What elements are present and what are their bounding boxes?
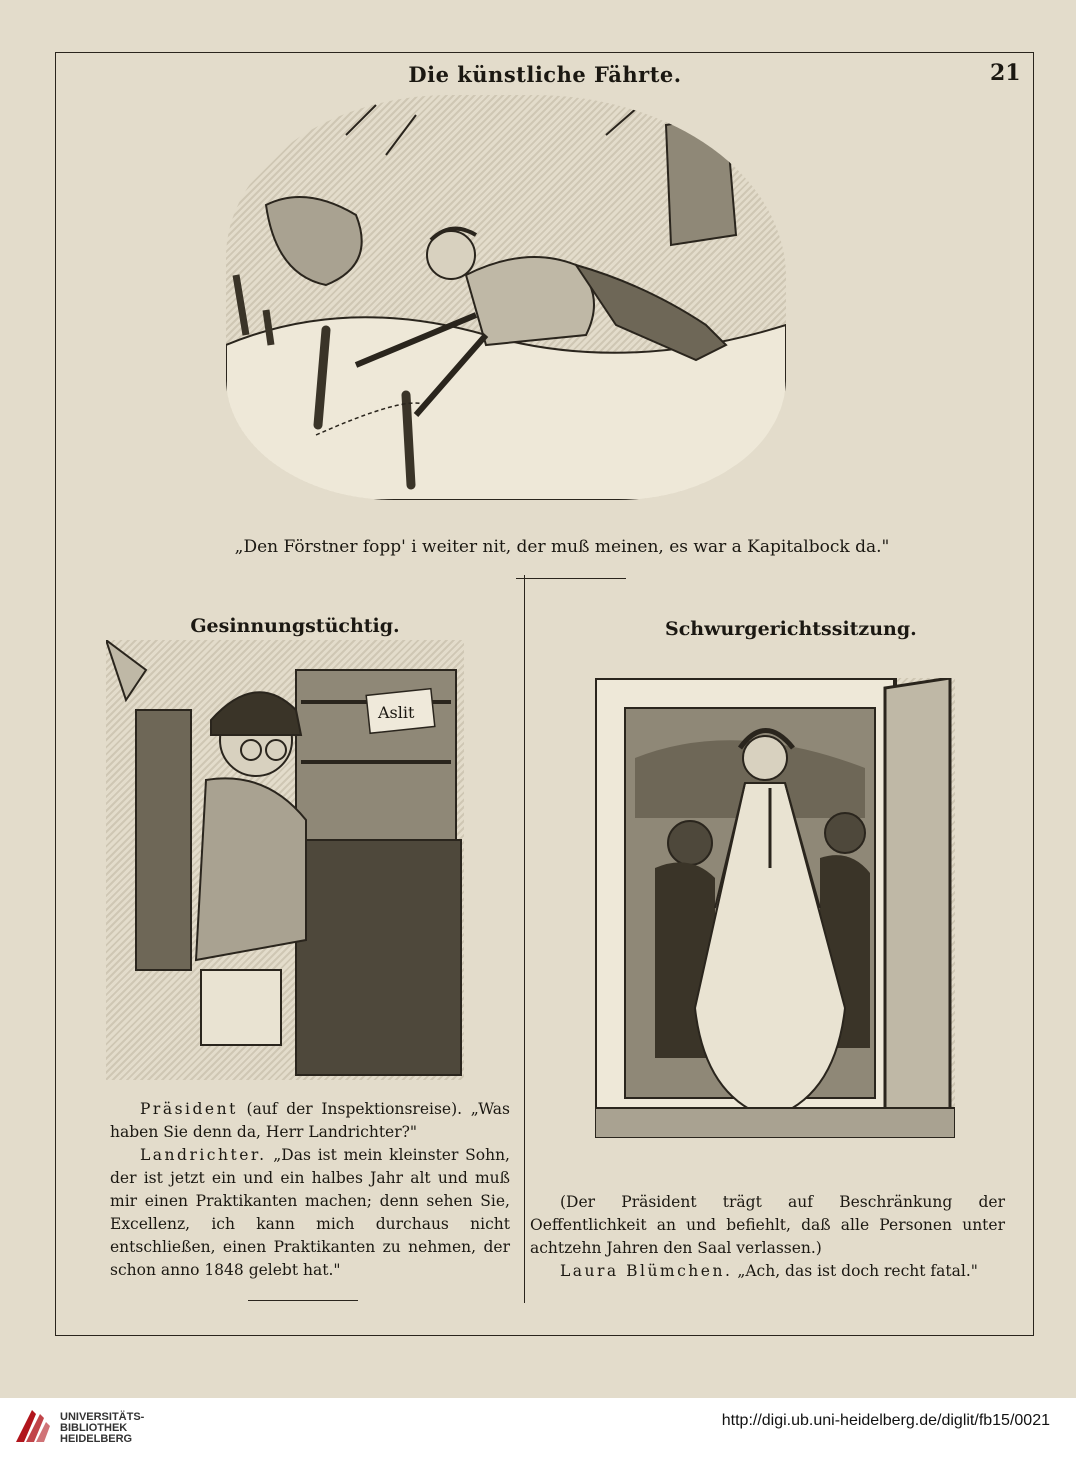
left-para-1 <box>110 1098 510 1144</box>
library-name-line-3: HEIDELBERG <box>60 1433 133 1445</box>
divider-rule <box>516 578 626 579</box>
library-logo-icon[interactable] <box>12 1406 52 1446</box>
courtroom-door-drawing <box>595 678 955 1138</box>
illustration-courtroom-door <box>595 678 955 1138</box>
shelf-sign-label: Aslit <box>378 703 415 722</box>
right-text-2: „Ach, das ist doch recht fatal." <box>737 1262 978 1280</box>
left-speaker-1: Präsident <box>140 1100 238 1118</box>
column-divider <box>524 575 525 1303</box>
viewer-footer <box>0 1398 1076 1470</box>
left-body <box>110 1098 510 1282</box>
left-para-2 <box>110 1144 510 1282</box>
left-speaker-2: Landrichter. <box>140 1146 267 1164</box>
left-end-rule <box>248 1300 358 1301</box>
library-name-line-2: BIBLIOTHEK <box>60 1422 128 1434</box>
right-para-1 <box>530 1191 1005 1260</box>
page-number: 21 <box>990 60 1021 86</box>
right-heading: Schwurgerichtssitzung. <box>665 618 917 640</box>
left-text-1: (auf der Inspektionsreise). „Was haben Sie denn da, Herr Landrichter?" <box>110 1100 510 1141</box>
illustration-office-child <box>106 640 464 1080</box>
library-name[interactable] <box>60 1412 144 1445</box>
illustration-crawling-man <box>226 95 786 500</box>
permalink-url[interactable]: http://digi.ub.uni-heidelberg.de/diglit/fb15/0021 <box>721 1412 1050 1429</box>
top-caption: „Den Förstner fopp' i weiter nit, der muß meinen, es war a Kapitalbock da." <box>234 537 890 557</box>
right-text-1: (Der Präsident trägt auf Beschränkung der Oeffentlichkeit an und befiehlt, daß alle Personen unter achtzehn Jahren den Saal verlassen.) <box>530 1193 1005 1257</box>
page-title: Die künstliche Fährte. <box>408 62 682 87</box>
left-text-2: „Das ist mein kleinster Sohn, der ist jetzt ein und ein halbes Jahr alt und muß mir einen Praktikanten machen; denn sehen Sie, Excellenz, ich kann mich durchaus nicht entschließen, einen Praktikanten zu nehmen, der schon anno 1848 gelebt hat." <box>110 1146 510 1279</box>
right-para-2 <box>530 1260 1005 1283</box>
left-heading: Gesinnungstüchtig. <box>190 615 400 637</box>
library-name-line-1: UNIVERSITÄTS- <box>60 1411 145 1423</box>
office-child-drawing <box>106 640 464 1080</box>
right-speaker-2: Laura Blümchen. <box>560 1262 733 1280</box>
crawling-man-drawing <box>226 95 786 500</box>
right-body <box>530 1191 1005 1283</box>
